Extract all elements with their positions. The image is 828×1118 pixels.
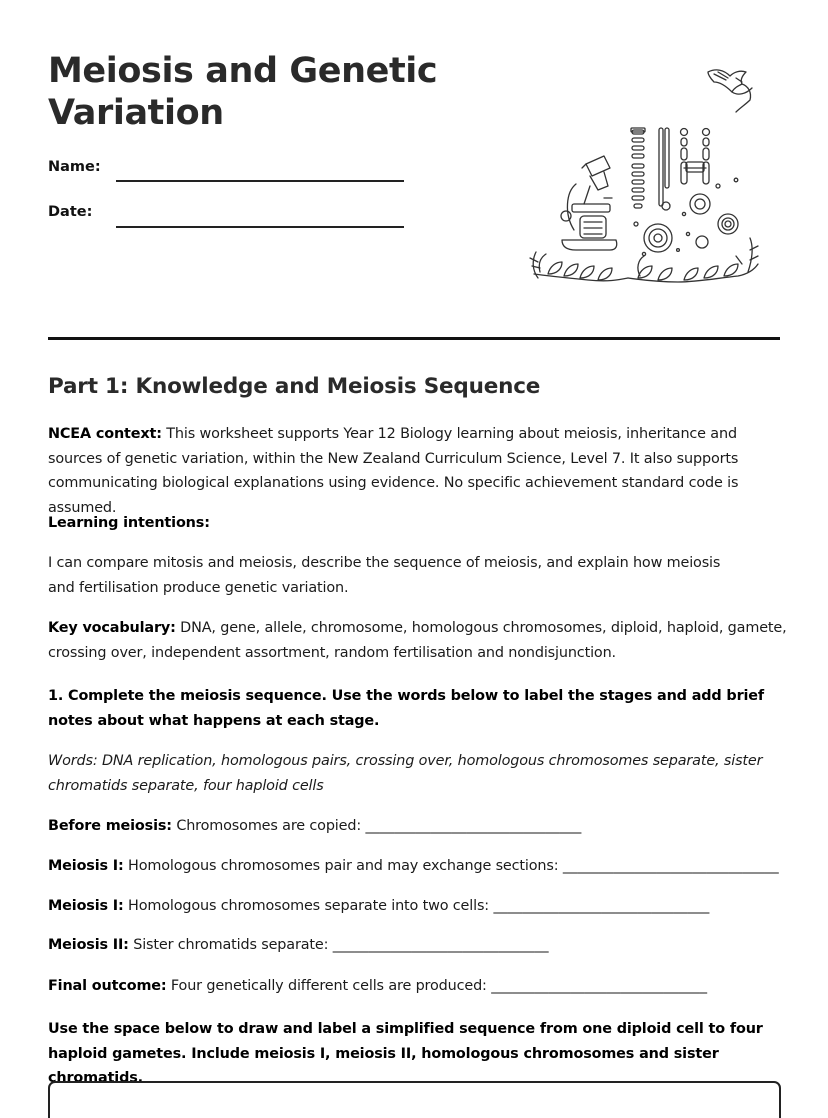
header-divider — [48, 337, 780, 340]
answer-blank[interactable]: ______________________________ — [365, 818, 582, 834]
chromosome-icon — [659, 128, 663, 206]
title-line-1: Meiosis and Genetic — [48, 51, 438, 91]
part-1-heading: Part 1: Knowledge and Meiosis Sequence — [48, 374, 541, 399]
word-bank: Words: DNA replication, homologous pairs, crossing over, homologous chromosomes separate, sister chromatids separate, four haploid cells — [48, 753, 763, 794]
stage-label: Meiosis I: — [48, 898, 124, 914]
stage-label: Meiosis II: — [48, 937, 129, 953]
stage-meiosis-1-separation — [48, 894, 788, 919]
title-line-2: Variation — [48, 93, 224, 133]
stage-meiosis-2 — [48, 933, 788, 958]
bird-icon — [708, 70, 752, 112]
chromosome-icon — [631, 128, 645, 208]
stage-text: Four genetically different cells are produced: — [166, 978, 492, 994]
ncea-context-text: This worksheet supports Year 12 Biology learning about meiosis, inheritance and sources of genetic variation, within the New Zealand Curriculum Science, Level 7. It also supports communicating biological explanations using evidence. No specific achievement standard code is assumed. — [48, 426, 739, 516]
stage-meiosis-1-pairing — [48, 854, 788, 879]
drawing-instruction: Use the space below to draw and label a simplified sequence from one diploid cell to four haploid gametes. Include meiosis I, meiosis II, homologous chromosomes and sister chromatids. — [48, 1021, 763, 1087]
stage-text: Homologous chromosomes pair and may exchange sections: — [123, 858, 563, 874]
worksheet-title — [48, 50, 437, 134]
date-label: Date: — [48, 204, 93, 220]
stage-before-meiosis — [48, 814, 788, 839]
learning-intentions-text: I can compare mitosis and meiosis, describe the sequence of meiosis, and explain how meiosis and fertilisation produce genetic variation. — [48, 555, 721, 596]
answer-blank[interactable]: ______________________________ — [332, 937, 549, 953]
leaf-branch-icon — [530, 238, 758, 282]
key-vocabulary-text: DNA, gene, allele, chromosome, homologous chromosomes, diploid, haploid, gamete, crossing over, independent assortment, random fertilisation and nondisjunction. — [48, 620, 787, 661]
drawing-area[interactable] — [48, 1081, 781, 1118]
chromosome-icon — [665, 128, 669, 188]
stage-label: Before meiosis: — [48, 818, 172, 834]
learning-intentions-heading: Learning intentions: — [48, 515, 210, 531]
key-vocabulary-paragraph — [48, 616, 788, 665]
microscope-icon — [561, 156, 617, 250]
ncea-context-label: NCEA context: — [48, 426, 162, 442]
key-vocabulary-label: Key vocabulary: — [48, 620, 176, 636]
chromosome-icon — [681, 129, 710, 185]
date-field[interactable] — [116, 226, 404, 228]
name-field[interactable] — [116, 180, 404, 182]
answer-blank[interactable]: ______________________________ — [493, 898, 710, 914]
stage-label: Meiosis I: — [48, 858, 124, 874]
cell-icon — [634, 178, 738, 255]
answer-blank[interactable]: ______________________________ — [562, 858, 779, 874]
stage-final-outcome — [48, 974, 788, 999]
question-1-instruction: 1. Complete the meiosis sequence. Use the words below to label the stages and add brief notes about what happens at each stage. — [48, 688, 765, 729]
stage-text: Chromosomes are copied: — [171, 818, 366, 834]
answer-blank[interactable]: ______________________________ — [491, 978, 708, 994]
name-label: Name: — [48, 159, 101, 175]
science-illustration — [528, 64, 766, 300]
stage-label: Final outcome: — [48, 978, 167, 994]
ncea-context-paragraph — [48, 422, 788, 520]
stage-text: Homologous chromosomes separate into two cells: — [123, 898, 494, 914]
stage-text: Sister chromatids separate: — [128, 937, 333, 953]
